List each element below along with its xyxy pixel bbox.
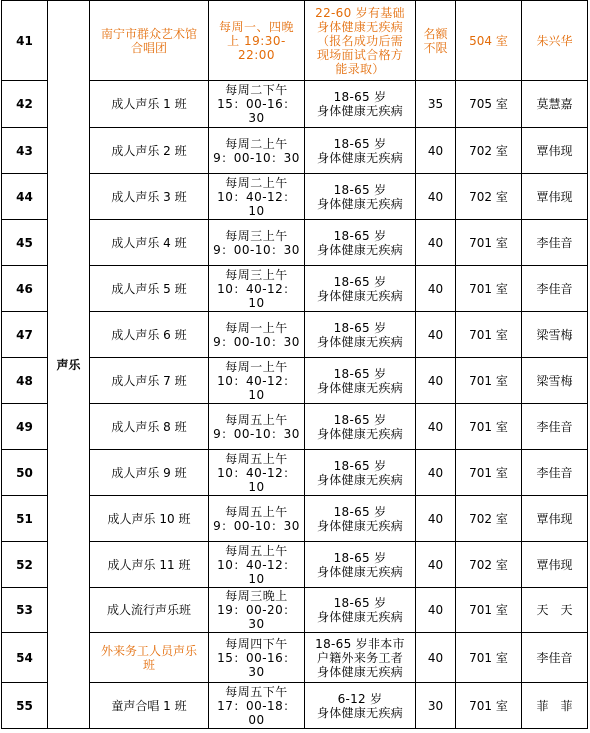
- enrollment-requirement: 18-65 岁 身体健康无疾病: [305, 404, 416, 450]
- class-time: 每周五上午 9：00-10：30: [209, 404, 305, 450]
- class-time: 每周三上午 10：40-12：10: [209, 266, 305, 312]
- room: 702 室: [456, 496, 522, 542]
- row-number: 47: [2, 312, 48, 358]
- teacher: 梁雪梅: [522, 358, 588, 404]
- teacher: 李佳音: [522, 266, 588, 312]
- teacher: 覃伟现: [522, 174, 588, 220]
- room: 702 室: [456, 542, 522, 588]
- quota: 40: [416, 633, 456, 683]
- course-name: 成人声乐 10 班: [90, 496, 209, 542]
- class-time: 每周一上午 9：00-10：30: [209, 312, 305, 358]
- course-name: 南宁市群众艺术馆 合唱团: [90, 1, 209, 81]
- teacher: 莫慧嘉: [522, 81, 588, 128]
- course-name: 成人声乐 8 班: [90, 404, 209, 450]
- enrollment-requirement: 22-60 岁有基础 身体健康无疾病 （报名成功后需 现场面试合格方 能录取）: [305, 1, 416, 81]
- course-name: 成人声乐 2 班: [90, 128, 209, 174]
- enrollment-requirement: 18-65 岁非本市 户籍外来务工者 身体健康无疾病: [305, 633, 416, 683]
- room: 701 室: [456, 404, 522, 450]
- table-row: [2, 174, 588, 220]
- row-number: 53: [2, 588, 48, 633]
- enrollment-requirement: 18-65 岁 身体健康无疾病: [305, 588, 416, 633]
- class-time: 每周二上午 9：00-10：30: [209, 128, 305, 174]
- quota: 40: [416, 128, 456, 174]
- quota: 40: [416, 588, 456, 633]
- row-number: 55: [2, 683, 48, 729]
- course-name: 成人声乐 11 班: [90, 542, 209, 588]
- quota: 40: [416, 496, 456, 542]
- room: 701 室: [456, 450, 522, 496]
- table-row: [2, 358, 588, 404]
- quota: 40: [416, 174, 456, 220]
- table-row: [2, 404, 588, 450]
- table-row: [2, 496, 588, 542]
- room: 702 室: [456, 128, 522, 174]
- enrollment-requirement: 18-65 岁 身体健康无疾病: [305, 174, 416, 220]
- class-time: 每周三上午 9：00-10：30: [209, 220, 305, 266]
- enrollment-requirement: 18-65 岁 身体健康无疾病: [305, 496, 416, 542]
- teacher: 李佳音: [522, 220, 588, 266]
- quota: 40: [416, 358, 456, 404]
- course-name: 成人声乐 4 班: [90, 220, 209, 266]
- class-time: 每周一上午 10：40-12：10: [209, 358, 305, 404]
- enrollment-requirement: 18-65 岁 身体健康无疾病: [305, 266, 416, 312]
- course-name: 成人声乐 5 班: [90, 266, 209, 312]
- table-row: [2, 683, 588, 729]
- row-number: 51: [2, 496, 48, 542]
- category-cell: 声乐: [48, 1, 90, 729]
- quota: 40: [416, 312, 456, 358]
- class-time: 每周一、四晚 上 19:30-22:00: [209, 1, 305, 81]
- row-number: 52: [2, 542, 48, 588]
- quota: 35: [416, 81, 456, 128]
- enrollment-requirement: 18-65 岁 身体健康无疾病: [305, 220, 416, 266]
- room: 701 室: [456, 633, 522, 683]
- class-time: 每周二上午 10：40-12：10: [209, 174, 305, 220]
- enrollment-requirement: 18-65 岁 身体健康无疾病: [305, 312, 416, 358]
- quota: 40: [416, 220, 456, 266]
- row-number: 48: [2, 358, 48, 404]
- room: 705 室: [456, 81, 522, 128]
- quota: 30: [416, 683, 456, 729]
- enrollment-requirement: 18-65 岁 身体健康无疾病: [305, 358, 416, 404]
- table-row: [2, 81, 588, 128]
- row-number: 43: [2, 128, 48, 174]
- enrollment-requirement: 18-65 岁 身体健康无疾病: [305, 542, 416, 588]
- row-number: 44: [2, 174, 48, 220]
- teacher: 覃伟现: [522, 128, 588, 174]
- quota: 40: [416, 450, 456, 496]
- room: 701 室: [456, 312, 522, 358]
- teacher: 覃伟现: [522, 542, 588, 588]
- room: 701 室: [456, 220, 522, 266]
- row-number: 45: [2, 220, 48, 266]
- enrollment-requirement: 18-65 岁 身体健康无疾病: [305, 450, 416, 496]
- course-name: 成人声乐 9 班: [90, 450, 209, 496]
- row-number: 49: [2, 404, 48, 450]
- row-number: 46: [2, 266, 48, 312]
- room: 504 室: [456, 1, 522, 81]
- row-number: 50: [2, 450, 48, 496]
- course-name: 成人声乐 6 班: [90, 312, 209, 358]
- teacher: 梁雪梅: [522, 312, 588, 358]
- teacher: 李佳音: [522, 633, 588, 683]
- table-row: [2, 1, 588, 81]
- enrollment-requirement: 18-65 岁 身体健康无疾病: [305, 81, 416, 128]
- room: 701 室: [456, 683, 522, 729]
- class-time: 每周二下午 15：00-16：30: [209, 81, 305, 128]
- room: 701 室: [456, 358, 522, 404]
- course-name: 成人声乐 3 班: [90, 174, 209, 220]
- course-schedule-table: [1, 0, 588, 729]
- quota: 40: [416, 266, 456, 312]
- class-time: 每周四下午 15：00-16：30: [209, 633, 305, 683]
- table-row: [2, 542, 588, 588]
- class-time: 每周五上午 10：40-12：10: [209, 542, 305, 588]
- course-name: 成人流行声乐班: [90, 588, 209, 633]
- course-name: 外来务工人员声乐 班: [90, 633, 209, 683]
- class-time: 每周五下午 17：00-18：00: [209, 683, 305, 729]
- class-time: 每周三晚上 19：00-20：30: [209, 588, 305, 633]
- quota: 40: [416, 542, 456, 588]
- course-name: 成人声乐 7 班: [90, 358, 209, 404]
- teacher: 菲 菲: [522, 683, 588, 729]
- table-row: [2, 266, 588, 312]
- table-row: [2, 220, 588, 266]
- course-name: 童声合唱 1 班: [90, 683, 209, 729]
- class-time: 每周五上午 9：00-10：30: [209, 496, 305, 542]
- table-row: [2, 312, 588, 358]
- teacher: 李佳音: [522, 404, 588, 450]
- row-number: 42: [2, 81, 48, 128]
- room: 701 室: [456, 588, 522, 633]
- row-number: 41: [2, 1, 48, 81]
- teacher: 朱兴华: [522, 1, 588, 81]
- row-number: 54: [2, 633, 48, 683]
- room: 702 室: [456, 174, 522, 220]
- table-row: [2, 128, 588, 174]
- teacher: 覃伟现: [522, 496, 588, 542]
- enrollment-requirement: 6-12 岁 身体健康无疾病: [305, 683, 416, 729]
- class-time: 每周五上午 10：40-12：10: [209, 450, 305, 496]
- room: 701 室: [456, 266, 522, 312]
- table-row: [2, 450, 588, 496]
- quota: 名额 不限: [416, 1, 456, 81]
- teacher: 李佳音: [522, 450, 588, 496]
- teacher: 天 天: [522, 588, 588, 633]
- table-row: [2, 633, 588, 683]
- quota: 40: [416, 404, 456, 450]
- course-name: 成人声乐 1 班: [90, 81, 209, 128]
- table-row: [2, 588, 588, 633]
- enrollment-requirement: 18-65 岁 身体健康无疾病: [305, 128, 416, 174]
